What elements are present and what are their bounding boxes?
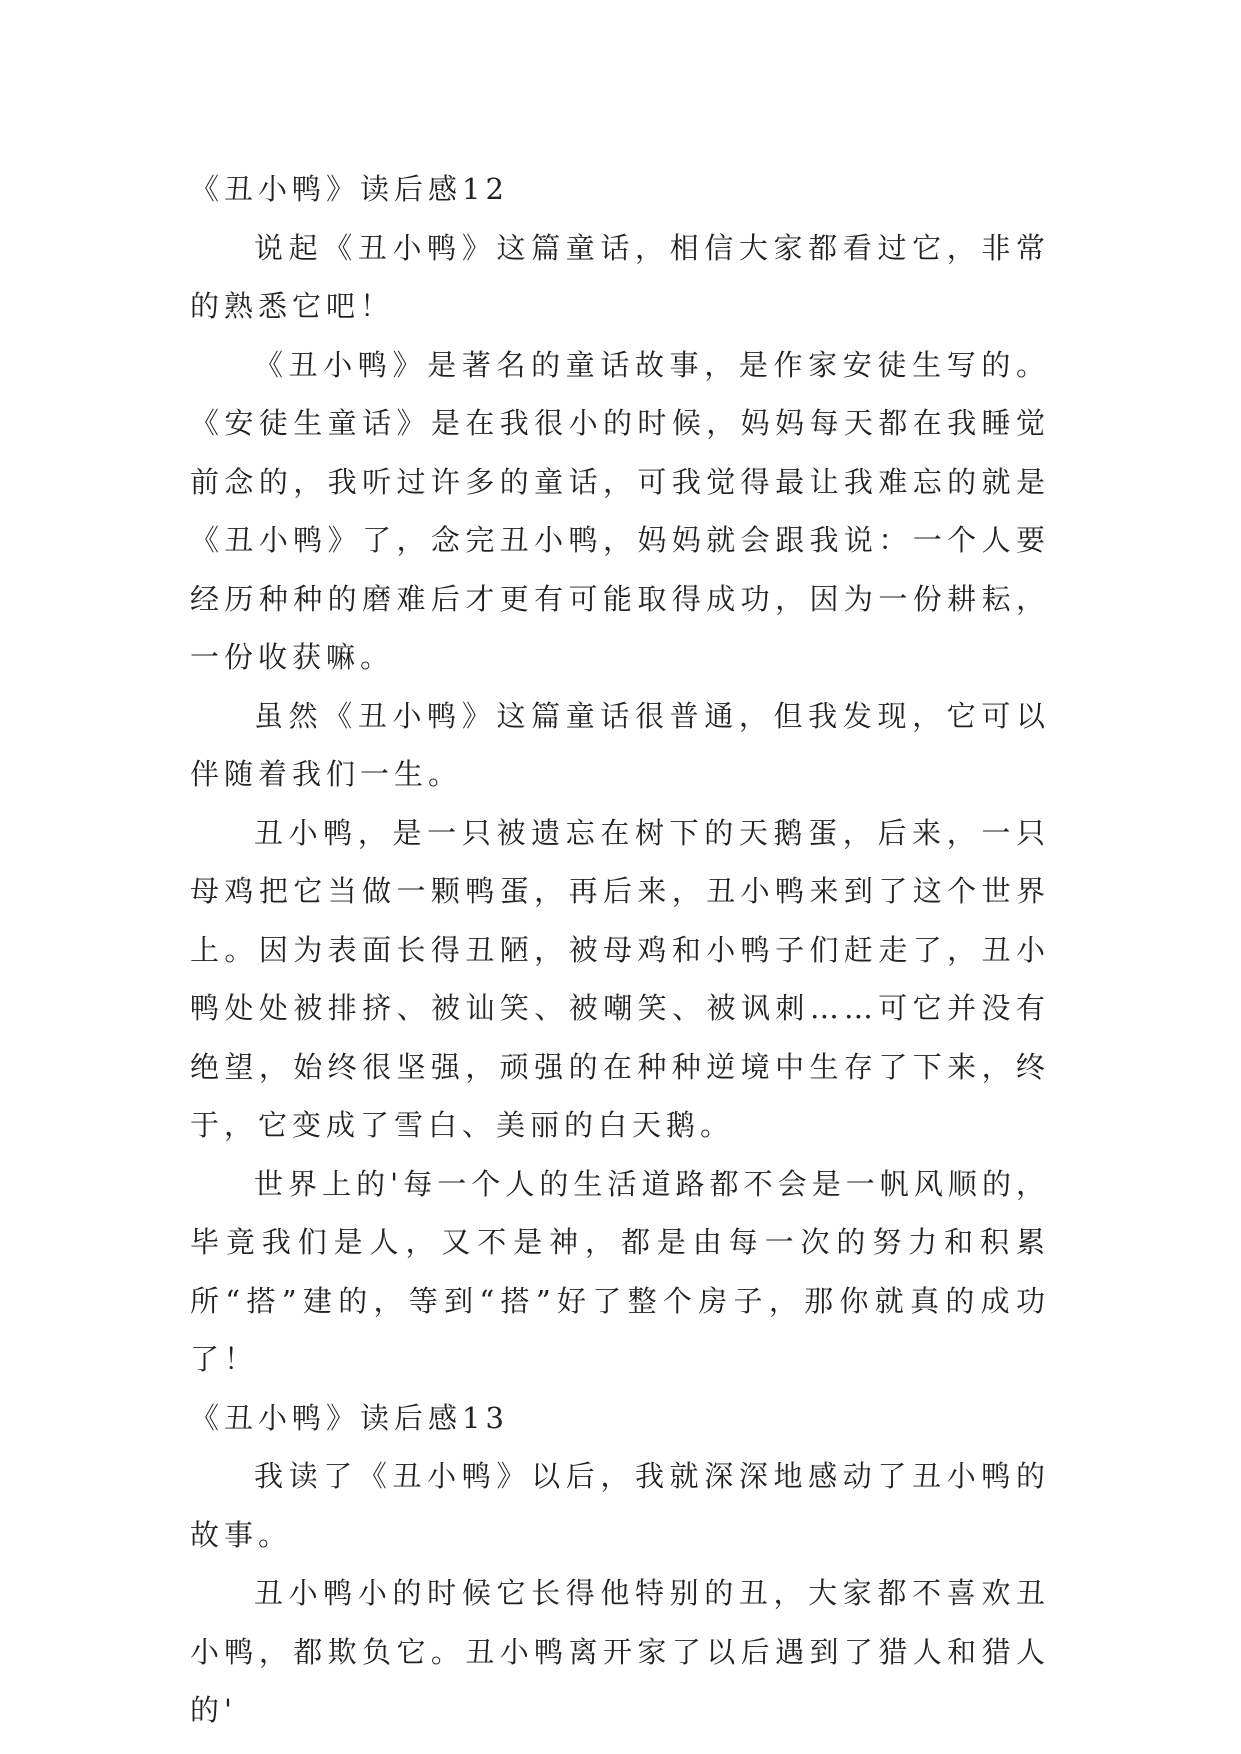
paragraph: 丑小鸭小的时候它长得他特别的丑，大家都不喜欢丑小鸭，都欺负它。丑小鸭离开家了以后遇到了猎人和猎人的' <box>190 1576 1050 1727</box>
document-body <box>190 160 1050 1740</box>
paragraph: 我读了《丑小鸭》以后，我就深深地感动了丑小鸭的故事。 <box>190 1459 1050 1552</box>
essay-title-12: 《丑小鸭》读后感12 <box>190 172 509 206</box>
paragraph: 虽然《丑小鸭》这篇童话很普通，但我发现，它可以伴随着我们一生。 <box>190 698 1050 791</box>
paragraph: 丑小鸭，是一只被遗忘在树下的天鹅蛋，后来，一只母鸡把它当做一颗鸭蛋，再后来，丑小鸭来到了这个世界上。因为表面长得丑陋，被母鸡和小鸭子们赶走了，丑小鸭处处被排挤、被讪笑、被嘲笑、被讽刺……可它并没有绝望，始终很坚强，顽强的在种种逆境中生存了下来，终于，它变成了雪白、美丽的白天鹅。 <box>190 815 1050 1142</box>
paragraph: 世界上的'每一个人的生活道路都不会是一帆风顺的，毕竟我们是人，又不是神，都是由每一次的努力和积累所“搭”建的，等到“搭”好了整个房子，那你就真的成功了！ <box>190 1166 1050 1376</box>
essay-title-13: 《丑小鸭》读后感13 <box>190 1400 509 1435</box>
paragraph: 说起《丑小鸭》这篇童话，相信大家都看过它，非常的熟悉它吧！ <box>190 230 1050 323</box>
paragraph: 《丑小鸭》是著名的童话故事，是作家安徒生写的。《安徒生童话》是在我很小的时候，妈妈每天都在我睡觉前念的，我听过许多的童话，可我觉得最让我难忘的就是《丑小鸭》了，念完丑小鸭，妈妈就会跟我说：一个人要经历种种的磨难后才更有可能取得成功，因为一份耕耘，一份收获嘛。 <box>190 347 1050 674</box>
